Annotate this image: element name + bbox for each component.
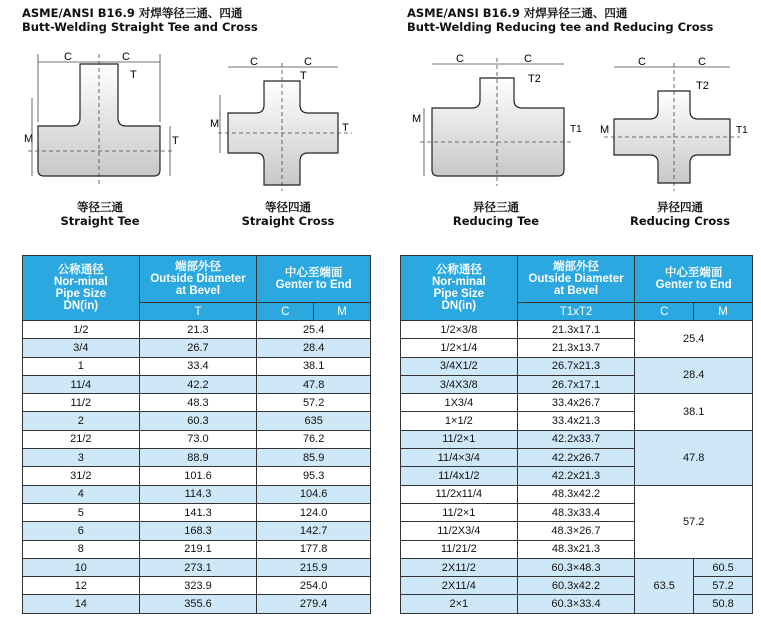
cell-dn: 3 <box>23 449 140 467</box>
cell-dn: 2X11/2 <box>401 558 518 576</box>
header-od-en2: at Bevel <box>553 285 599 297</box>
cell-dn: 3/4 <box>23 339 140 357</box>
table-row <box>23 394 371 412</box>
table-row <box>401 430 753 448</box>
header-center-to-end <box>635 256 753 303</box>
header-ce-cn: 中心至端面 <box>284 267 343 279</box>
cell-t1xt2: 60.3x42.2 <box>517 577 635 595</box>
dim-label-t2: T2 <box>528 73 541 85</box>
header-t: T <box>139 303 257 321</box>
cell-t: 219.1 <box>139 540 257 558</box>
cell-t1xt2: 42.2x26.7 <box>517 449 635 467</box>
cell-t1xt2: 42.2x21.3 <box>517 467 635 485</box>
cell-dn: 11/4x1/2 <box>401 467 518 485</box>
table-row <box>401 321 753 339</box>
dim-label-t1: T1 <box>736 125 748 136</box>
cell-dn: 1/2 <box>23 321 140 339</box>
dim-label-c: C <box>698 56 706 68</box>
cell-t1xt2: 21.3x17.1 <box>517 321 635 339</box>
reducing-tee-en: Reducing Tee <box>452 214 540 228</box>
header-od-cn: 端部外径 <box>174 261 221 273</box>
cell-c-m: 279.4 <box>257 595 371 613</box>
left-header-line1: ASME/ANSI B16.9 对焊等径三通、四通 <box>22 6 243 20</box>
cell-dn: 11/2x11/4 <box>401 485 518 503</box>
header-size-en3: DN(in) <box>63 300 99 312</box>
cell-dn: 1×1/2 <box>401 412 518 430</box>
header-size-en1: Nor-minal <box>53 276 108 288</box>
cell-c-group: 38.1 <box>635 394 753 431</box>
cell-c-m: 142.7 <box>257 522 371 540</box>
header-m: M <box>314 303 371 321</box>
cell-c-group: 28.4 <box>635 357 753 394</box>
cell-c-m: 95.3 <box>257 467 371 485</box>
cell-dn: 11/2×1 <box>401 503 518 521</box>
cell-c-m: 124.0 <box>257 503 371 521</box>
straight-cross-drawing <box>210 55 360 195</box>
cell-t: 26.7 <box>139 339 257 357</box>
header-c: C <box>257 303 314 321</box>
dim-label-t1: T1 <box>570 124 582 135</box>
table-row <box>401 357 753 375</box>
table-row <box>401 485 753 503</box>
dim-label-c: C <box>638 56 646 68</box>
reducing-cross-en: Reducing Cross <box>630 214 730 228</box>
table-row <box>401 394 753 412</box>
cell-dn: 3/4X1/2 <box>401 357 518 375</box>
header-od-en2: at Bevel <box>175 285 221 297</box>
straight-cross-cn: 等径四通 <box>265 200 311 214</box>
cell-t1xt2: 26.7x17.1 <box>517 375 635 393</box>
cell-m: 50.8 <box>694 595 753 613</box>
cell-t: 323.9 <box>139 577 257 595</box>
cell-t: 141.3 <box>139 503 257 521</box>
header-size-cn: 公称通径 <box>57 264 104 276</box>
cell-c-group: 57.2 <box>635 485 753 558</box>
table-row <box>23 375 371 393</box>
header-size-en3: DN(in) <box>441 300 477 312</box>
straight-cross-caption <box>228 200 348 228</box>
dim-label-c: C <box>250 56 258 68</box>
cell-dn: 31/2 <box>23 467 140 485</box>
cell-c-m: 76.2 <box>257 430 371 448</box>
cell-t: 60.3 <box>139 412 257 430</box>
straight-tee-caption <box>40 200 160 228</box>
table-row <box>23 485 371 503</box>
reducing-cross-caption <box>620 200 740 228</box>
dim-label-c: C <box>122 51 130 63</box>
dim-label-c: C <box>524 53 532 65</box>
cell-dn: 2X11/4 <box>401 577 518 595</box>
left-header <box>22 6 258 34</box>
dim-label-m: M <box>600 124 610 136</box>
table-row <box>23 430 371 448</box>
reducing-tee-cn: 异径三通 <box>473 200 519 214</box>
cell-dn: 1/2×1/4 <box>401 339 518 357</box>
cell-c-m: 47.8 <box>257 375 371 393</box>
cell-t: 114.3 <box>139 485 257 503</box>
cell-dn: 8 <box>23 540 140 558</box>
reducing-tee-drawing <box>412 52 582 192</box>
cell-dn: 11/21/2 <box>401 540 518 558</box>
cell-dn: 10 <box>23 558 140 576</box>
table-row <box>23 522 371 540</box>
straight-cross-en: Straight Cross <box>241 214 335 228</box>
cell-t: 33.4 <box>139 357 257 375</box>
cell-c-m: 85.9 <box>257 449 371 467</box>
table-row <box>23 503 371 521</box>
straight-tee-en: Straight Tee <box>60 214 140 228</box>
cell-m: 57.2 <box>694 577 753 595</box>
reducing-tee-caption <box>436 200 556 228</box>
cell-dn: 11/2×1 <box>401 430 518 448</box>
cell-dn: 2×1 <box>401 595 518 613</box>
straight-tee-cn: 等径三通 <box>77 200 123 214</box>
dim-label-t: T <box>342 122 349 134</box>
header-ce-en: Genter to End <box>275 279 352 291</box>
table-row <box>23 412 371 430</box>
dim-label-t: T <box>300 70 307 82</box>
cell-c-m: 38.1 <box>257 357 371 375</box>
straight-table-body <box>23 321 371 614</box>
cell-dn: 14 <box>23 595 140 613</box>
right-header-line2: Butt-Welding Reducing tee and Reducing Cross <box>407 20 714 34</box>
right-header-line1: ASME/ANSI B16.9 对焊异径三通、四通 <box>407 6 628 20</box>
cell-t: 273.1 <box>139 558 257 576</box>
cell-dn: 11/4×3/4 <box>401 449 518 467</box>
cell-c-m: 635 <box>257 412 371 430</box>
cell-dn: 21/2 <box>23 430 140 448</box>
cell-t1xt2: 48.3×26.7 <box>517 522 635 540</box>
cell-dn: 11/2 <box>23 394 140 412</box>
header-outside-diameter <box>517 256 635 303</box>
header-m: M <box>694 303 753 321</box>
cell-c-group: 25.4 <box>635 321 753 358</box>
cell-dn: 11/4 <box>23 375 140 393</box>
reducing-table <box>400 255 753 614</box>
reducing-table-body <box>401 321 753 614</box>
cell-dn: 1 <box>23 357 140 375</box>
cell-t1xt2: 33.4x26.7 <box>517 394 635 412</box>
table-row <box>401 595 753 613</box>
header-outside-diameter <box>139 256 257 303</box>
cell-c-m: 215.9 <box>257 558 371 576</box>
table-row <box>23 449 371 467</box>
dim-label-m: M <box>24 133 34 145</box>
cell-t1xt2: 48.3x42.2 <box>517 485 635 503</box>
header-nominal-size <box>23 256 140 321</box>
header-nominal-size <box>401 256 518 321</box>
cell-t1xt2: 33.4x21.3 <box>517 412 635 430</box>
table-row <box>23 467 371 485</box>
cell-c-m: 104.6 <box>257 485 371 503</box>
cell-dn: 2 <box>23 412 140 430</box>
cell-t1xt2: 42.2x33.7 <box>517 430 635 448</box>
dim-label-t2: T2 <box>696 80 709 92</box>
cell-t: 355.6 <box>139 595 257 613</box>
cell-t1xt2: 60.3×33.4 <box>517 595 635 613</box>
dim-label-c: C <box>64 51 72 63</box>
cell-c-m: 28.4 <box>257 339 371 357</box>
dim-label-c: C <box>304 56 312 68</box>
cell-t1xt2: 21.3x13.7 <box>517 339 635 357</box>
header-c: C <box>635 303 694 321</box>
header-center-to-end <box>257 256 371 303</box>
table-row <box>23 540 371 558</box>
cell-t1xt2: 60.3×48.3 <box>517 558 635 576</box>
table-row <box>23 595 371 613</box>
cell-t1xt2: 48.3x21.3 <box>517 540 635 558</box>
header-size-en2: Pipe Size <box>433 288 485 300</box>
cell-dn: 11/2X3/4 <box>401 522 518 540</box>
dim-label-m: M <box>210 118 220 130</box>
cell-dn: 3/4X3/8 <box>401 375 518 393</box>
header-ce-en: Genter to End <box>655 279 732 291</box>
cell-c-group: 47.8 <box>635 430 753 485</box>
dim-label-t: T <box>172 135 179 147</box>
straight-table <box>22 255 371 614</box>
cell-t: 101.6 <box>139 467 257 485</box>
table-row <box>23 339 371 357</box>
cell-dn: 4 <box>23 485 140 503</box>
cell-c-m: 177.8 <box>257 540 371 558</box>
cell-dn: 6 <box>23 522 140 540</box>
cell-t: 88.9 <box>139 449 257 467</box>
header-size-en2: Pipe Size <box>55 288 107 300</box>
cell-t1xt2: 26.7x21.3 <box>517 357 635 375</box>
right-header <box>407 6 713 34</box>
table-row <box>23 321 371 339</box>
cell-t: 48.3 <box>139 394 257 412</box>
table-row <box>401 558 753 576</box>
reducing-cross-drawing <box>600 55 761 195</box>
header-size-cn: 公称通径 <box>435 264 482 276</box>
header-od-cn: 端部外径 <box>552 261 599 273</box>
header-ce-cn: 中心至端面 <box>664 267 723 279</box>
header-t1xt2: T1xT2 <box>517 303 635 321</box>
dim-label-m: M <box>412 113 422 125</box>
cell-t: 21.3 <box>139 321 257 339</box>
table-row <box>23 558 371 576</box>
cell-c-m: 25.4 <box>257 321 371 339</box>
table-row <box>23 577 371 595</box>
table-row <box>401 577 753 595</box>
cell-c-group: 63.5 <box>635 558 694 613</box>
reducing-cross-cn: 异径四通 <box>657 200 703 214</box>
cell-t: 73.0 <box>139 430 257 448</box>
cell-dn: 12 <box>23 577 140 595</box>
dim-label-t: T <box>130 69 137 81</box>
left-header-line2: Butt-Welding Straight Tee and Cross <box>22 20 258 34</box>
cell-c-m: 254.0 <box>257 577 371 595</box>
cell-t: 42.2 <box>139 375 257 393</box>
header-od-en1: Outside Diameter <box>150 273 246 285</box>
straight-tee-drawing <box>22 48 182 198</box>
header-od-en1: Outside Diameter <box>528 273 624 285</box>
header-size-en1: Nor-minal <box>431 276 486 288</box>
cell-m: 60.5 <box>694 558 753 576</box>
cell-dn: 1X3/4 <box>401 394 518 412</box>
cell-t1xt2: 48.3x33.4 <box>517 503 635 521</box>
cell-dn: 5 <box>23 503 140 521</box>
cell-dn: 1/2×3/8 <box>401 321 518 339</box>
dim-label-c: C <box>456 53 464 65</box>
cell-t: 168.3 <box>139 522 257 540</box>
cell-c-m: 57.2 <box>257 394 371 412</box>
table-row <box>23 357 371 375</box>
